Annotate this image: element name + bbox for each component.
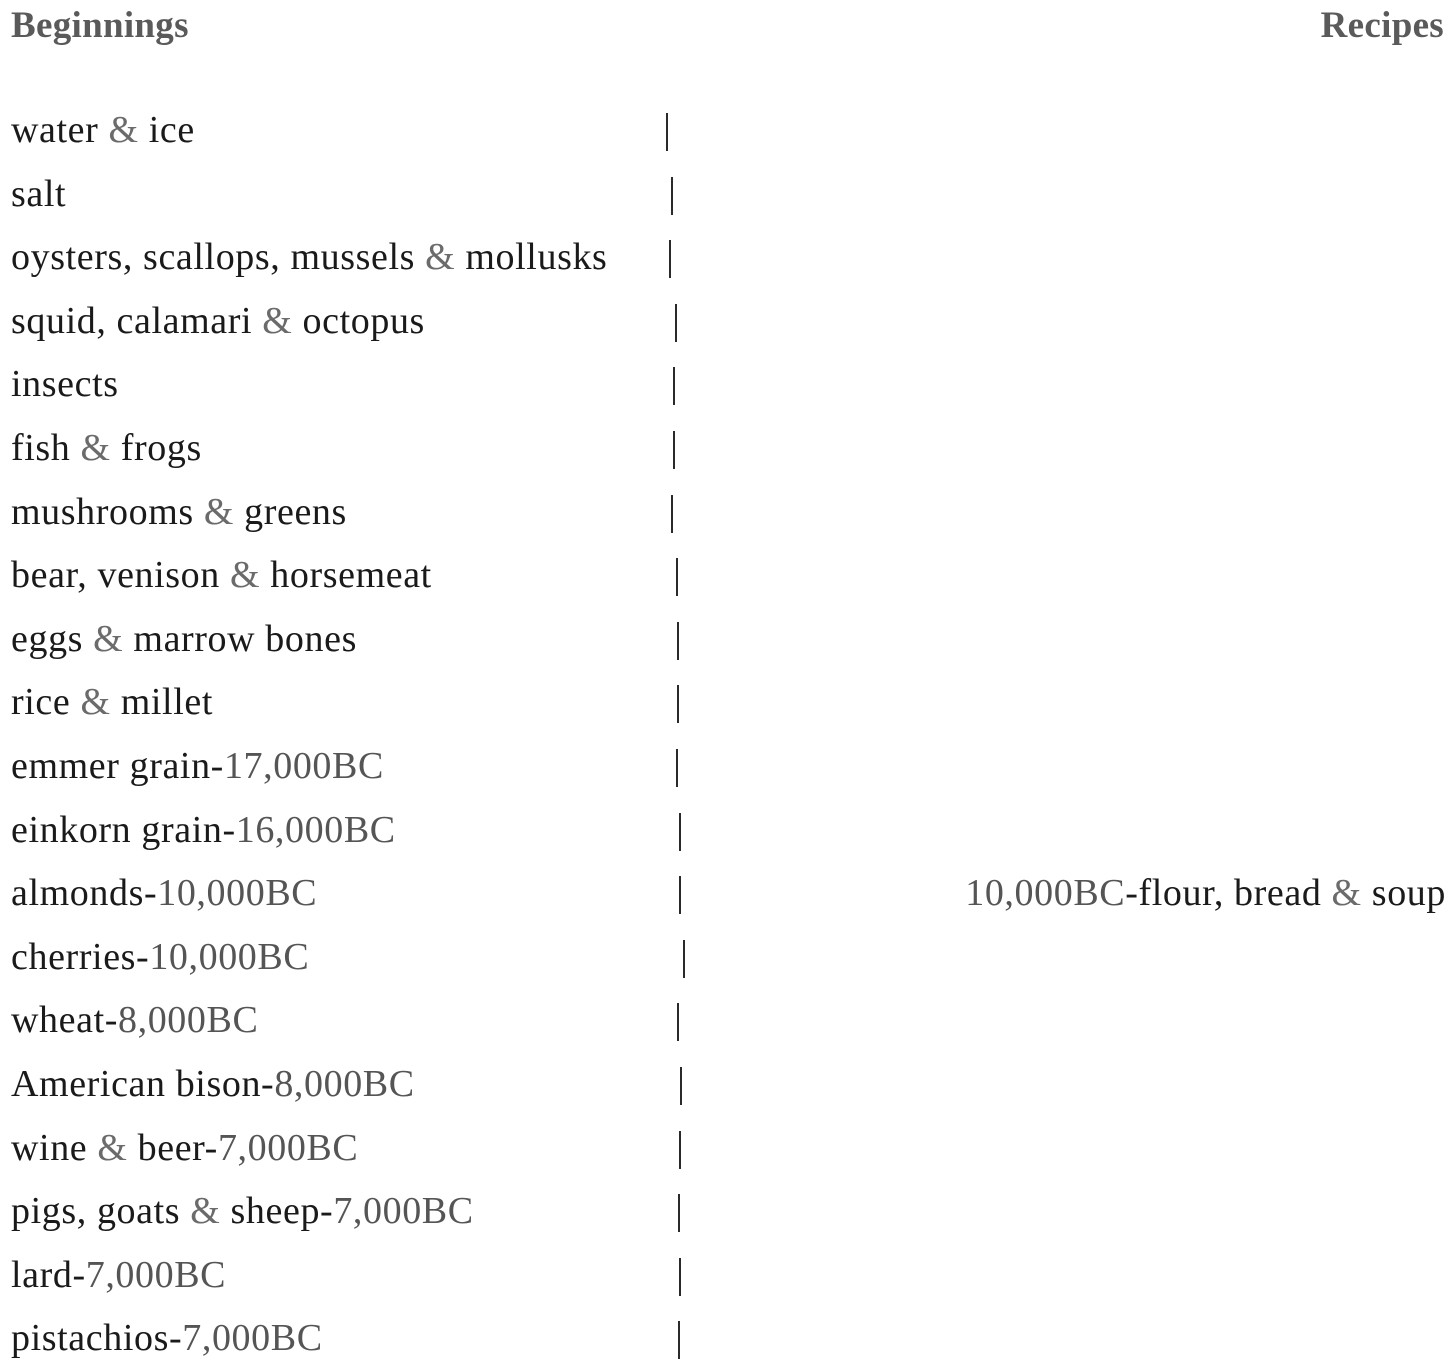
timeline-row	[0, 735, 1456, 799]
ampersand: &	[1331, 872, 1362, 915]
timeline-row	[0, 989, 1456, 1053]
beginning-item	[11, 290, 425, 354]
timeline-row	[0, 1180, 1456, 1244]
header	[0, 4, 1456, 52]
item-text: soup	[1361, 872, 1446, 915]
item-text: beer-	[127, 1126, 218, 1169]
item-text: greens	[234, 490, 347, 533]
beginning-item	[11, 1117, 358, 1181]
beginning-item	[11, 353, 119, 417]
item-text: wine	[11, 1126, 98, 1169]
beginning-item	[11, 735, 384, 799]
column-divider	[673, 367, 675, 405]
beginning-item	[11, 862, 317, 926]
item-text: bear, venison	[11, 554, 230, 597]
timeline-row	[0, 163, 1456, 227]
timeline-row	[0, 481, 1456, 545]
date-text: 17,000BC	[223, 744, 384, 787]
item-text: mollusks	[455, 236, 608, 279]
beginning-item	[11, 608, 357, 672]
item-text: emmer grain-	[11, 744, 224, 787]
item-text: mushrooms	[11, 490, 204, 533]
beginning-item	[11, 417, 202, 481]
beginning-item	[11, 163, 66, 227]
item-text: einkorn grain-	[11, 808, 236, 851]
date-text: 7,000BC	[217, 1126, 359, 1169]
column-divider	[679, 876, 681, 914]
column-divider	[678, 1194, 680, 1232]
column-divider	[675, 304, 677, 342]
item-text: almonds-	[11, 872, 158, 915]
beginning-item	[11, 1053, 415, 1117]
column-divider	[677, 1003, 679, 1041]
timeline-row	[0, 99, 1456, 163]
ampersand: &	[262, 299, 293, 342]
item-text: -flour, bread	[1125, 872, 1332, 915]
item-text: sheep-	[220, 1190, 334, 1233]
column-divider	[679, 1258, 681, 1296]
item-text: eggs	[11, 617, 94, 660]
timeline-row	[0, 799, 1456, 863]
beginning-item	[11, 799, 396, 863]
date-text: 10,000BC	[149, 935, 310, 978]
column-divider	[669, 240, 671, 278]
column-divider	[676, 749, 678, 787]
beginnings-heading: Beginnings	[11, 5, 189, 46]
column-divider	[671, 177, 673, 215]
date-text: 10,000BC	[965, 872, 1126, 915]
timeline-row	[0, 353, 1456, 417]
timeline-row	[0, 1117, 1456, 1181]
column-divider	[680, 1067, 682, 1105]
item-text: pigs, goats	[11, 1190, 191, 1233]
column-divider	[683, 940, 685, 978]
timeline-row	[0, 862, 1456, 926]
beginning-item	[11, 926, 309, 990]
item-text: millet	[110, 681, 213, 724]
ampersand: &	[190, 1190, 221, 1233]
ampersand: &	[203, 490, 235, 533]
timeline-row	[0, 417, 1456, 481]
recipes-heading: Recipes	[1320, 5, 1444, 46]
item-text: cherries-	[11, 935, 150, 978]
beginning-item	[11, 226, 607, 290]
ampersand: &	[97, 1126, 128, 1169]
recipe-item	[965, 862, 1446, 926]
date-text: 8,000BC	[274, 1062, 415, 1105]
column-divider	[678, 1321, 680, 1359]
date-text: 7,000BC	[333, 1190, 474, 1233]
column-divider	[679, 813, 681, 851]
beginning-item	[11, 481, 347, 545]
ampersand: &	[229, 554, 261, 597]
timeline-row	[0, 671, 1456, 735]
date-text: 16,000BC	[235, 808, 396, 851]
item-text: wheat-	[11, 999, 118, 1042]
item-text: frogs	[110, 426, 202, 469]
date-text: 7,000BC	[182, 1317, 323, 1360]
item-text: salt	[11, 172, 67, 215]
column-divider	[671, 495, 673, 533]
timeline-list	[0, 99, 1456, 1371]
item-text: horsemeat	[260, 554, 432, 597]
item-text: squid, calamari	[11, 299, 263, 342]
timeline-row	[0, 1244, 1456, 1308]
date-text: 10,000BC	[157, 872, 318, 915]
item-text: ice	[138, 109, 195, 151]
item-text: octopus	[292, 299, 425, 342]
timeline-row	[0, 1053, 1456, 1117]
ampersand: &	[108, 109, 139, 151]
item-text: pistachios-	[11, 1317, 183, 1360]
beginning-item	[11, 1180, 474, 1244]
beginning-item	[11, 1307, 323, 1371]
item-text: water	[11, 109, 109, 151]
beginning-item	[11, 99, 195, 163]
column-divider	[676, 558, 678, 596]
timeline-row	[0, 608, 1456, 672]
timeline-row	[0, 926, 1456, 990]
column-divider	[679, 1131, 681, 1169]
item-text: oysters, scallops, mussels	[11, 236, 426, 279]
timeline-row	[0, 1307, 1456, 1371]
ampersand: &	[425, 236, 456, 279]
column-divider	[677, 622, 679, 660]
date-text: 8,000BC	[118, 999, 259, 1042]
item-text: insects	[11, 363, 119, 406]
beginning-item	[11, 671, 213, 735]
beginning-item	[11, 1244, 226, 1308]
ampersand: &	[93, 617, 124, 660]
ampersand: &	[80, 681, 111, 724]
item-text: rice	[11, 681, 81, 724]
timeline-row	[0, 544, 1456, 608]
timeline-row	[0, 226, 1456, 290]
timeline-row	[0, 290, 1456, 354]
ampersand: &	[80, 426, 111, 469]
beginning-item	[11, 989, 258, 1053]
item-text: American bison-	[11, 1062, 275, 1105]
column-divider	[677, 685, 679, 723]
item-text: lard-	[11, 1253, 86, 1296]
item-text: marrow bones	[123, 617, 357, 660]
column-divider	[666, 113, 668, 151]
date-text: 7,000BC	[85, 1253, 227, 1296]
column-divider	[673, 431, 675, 469]
item-text: fish	[11, 426, 81, 469]
beginning-item	[11, 544, 432, 608]
